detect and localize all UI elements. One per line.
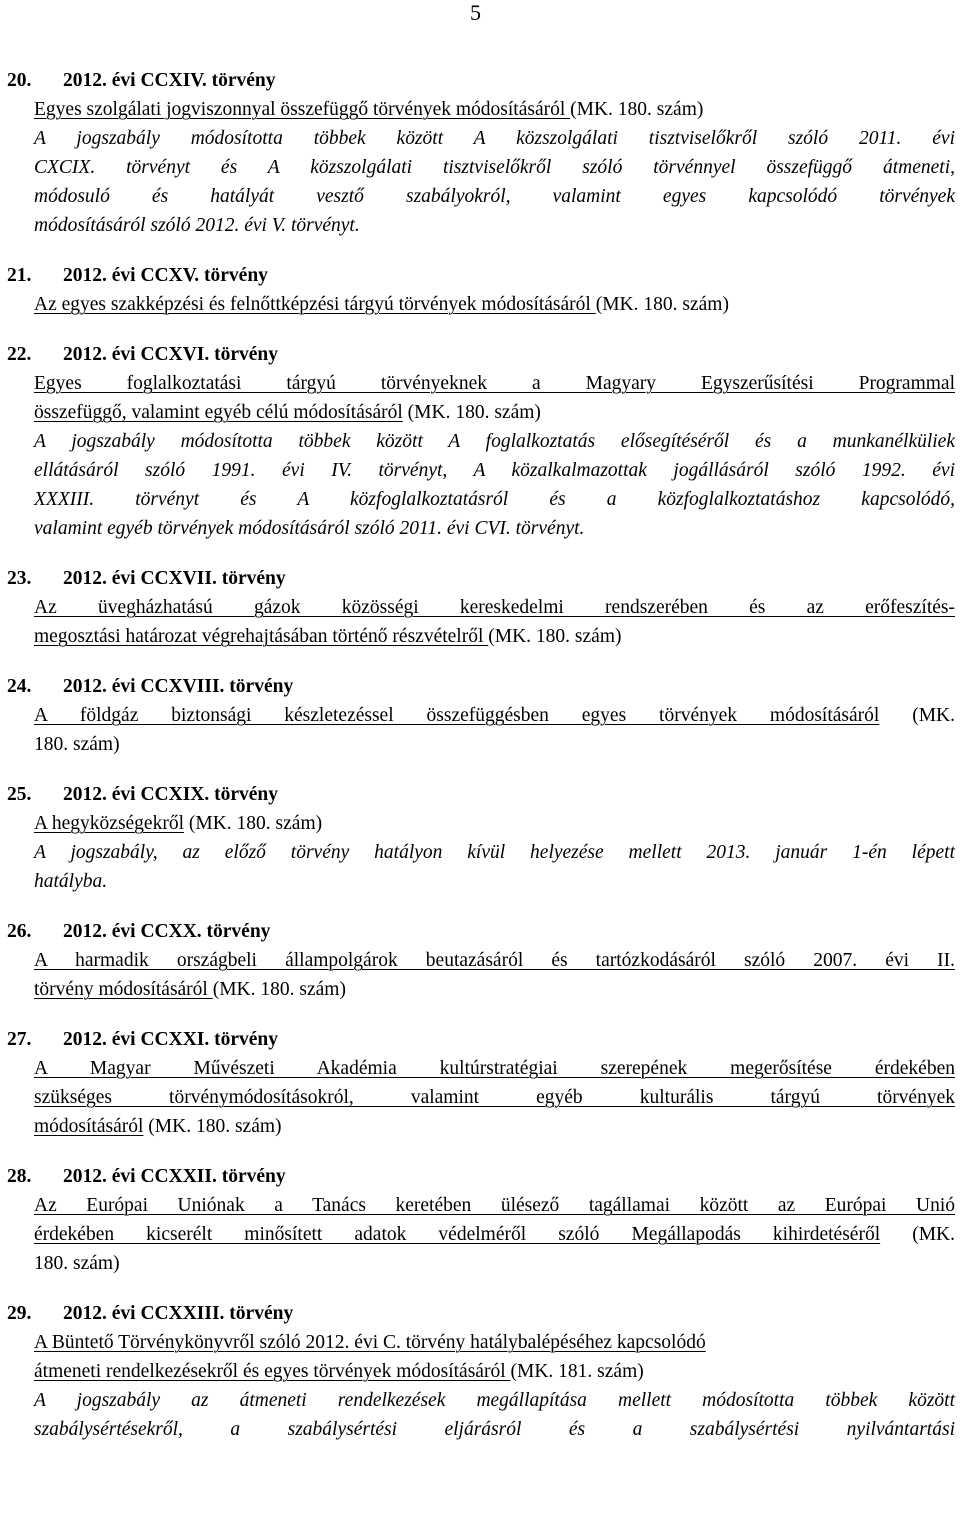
law-number: 25.	[7, 784, 32, 805]
law-description	[7, 809, 955, 896]
law-number: 22.	[7, 344, 32, 365]
text-line	[34, 838, 955, 867]
law-name-text: összefüggő, valamint egyéb célú módosításáról	[34, 402, 403, 423]
text-line	[34, 1357, 955, 1386]
amendment-note-text: módosuló és hatályát vesztő szabályokról, valamint egyes kapcsolódó törvények	[34, 186, 955, 207]
amendment-note-text: XXXIII. törvényt és A közfoglalkoztatásról és a közfoglalkoztatáshoz kapcsolódó,	[34, 489, 955, 510]
law-title: 2012. évi CCXXIII. törvény	[63, 1303, 294, 1324]
law-number: 28.	[7, 1166, 32, 1187]
law-entry	[7, 564, 955, 651]
law-entry	[7, 1299, 955, 1444]
law-heading	[7, 672, 955, 701]
page-number: 5	[470, 0, 481, 25]
law-title: 2012. évi CCXV. törvény	[63, 265, 268, 286]
text-line	[34, 1054, 955, 1083]
law-heading	[7, 780, 955, 809]
law-description	[7, 290, 955, 319]
gazette-reference: 180. szám)	[34, 1253, 120, 1274]
text-line	[34, 211, 955, 240]
law-name-text: A harmadik országbeli állampolgárok beutazásáról és tartózkodásáról szóló 2007. évi II.	[34, 950, 955, 971]
law-title: 2012. évi CCXIV. törvény	[63, 70, 276, 91]
text-line	[34, 1191, 955, 1220]
law-title: 2012. évi CCXXI. törvény	[63, 1029, 279, 1050]
law-entry	[7, 1025, 955, 1141]
law-heading	[7, 1299, 955, 1328]
amendment-note-text: valamint egyéb törvények módosításáról szóló 2011. évi CVI. törvényt.	[34, 518, 585, 539]
law-description	[7, 593, 955, 651]
gazette-reference: (MK.	[880, 1224, 955, 1245]
text-line	[34, 867, 955, 896]
law-name-text: A Büntető Törvénykönyvről szóló 2012. évi C. törvény hatálybalépéséhez kapcsolódó	[34, 1332, 706, 1353]
gazette-reference: (MK. 180. szám)	[488, 626, 622, 647]
law-heading	[7, 66, 955, 95]
gazette-reference: (MK. 180. szám)	[143, 1116, 282, 1137]
law-entry	[7, 1162, 955, 1278]
law-number: 29.	[7, 1303, 32, 1324]
amendment-note-text: ellátásáról szóló 1991. évi IV. törvényt, A közalkalmazottak jogállásáról szóló 1992. évi	[34, 460, 955, 481]
law-description	[7, 369, 955, 543]
law-name-text: Az egyes szakképzési és felnőttképzési tárgyú törvények módosításáról	[34, 294, 596, 315]
amendment-note-text: szabálysértésekről, a szabálysértési eljárásról és a szabálysértési nyilvántartási	[34, 1419, 955, 1440]
law-heading	[7, 564, 955, 593]
law-heading	[7, 1025, 955, 1054]
law-heading	[7, 340, 955, 369]
amendment-note-text: A jogszabály, az előző törvény hatályon kívül helyezése mellett 2013. január 1-én lépett	[34, 842, 955, 863]
law-entry	[7, 917, 955, 1004]
law-heading	[7, 261, 955, 290]
gazette-reference: (MK. 180. szám)	[570, 99, 704, 120]
law-number: 26.	[7, 921, 32, 942]
law-number: 20.	[7, 70, 32, 91]
amendment-note-text: CXCIX. törvényt és A közszolgálati tisztviselőkről szóló törvénnyel összefüggő átmeneti,	[34, 157, 955, 178]
law-number: 21.	[7, 265, 32, 286]
text-line	[34, 1386, 955, 1415]
law-name-text: módosításáról	[34, 1116, 144, 1137]
gazette-reference: (MK.	[879, 705, 956, 726]
law-title: 2012. évi CCXVI. törvény	[63, 344, 279, 365]
law-name-text: Az Európai Uniónak a Tanács keretében ülésező tagállamai között az Európai Unió	[34, 1195, 955, 1216]
gazette-reference: (MK. 180. szám)	[402, 402, 541, 423]
law-description	[7, 95, 955, 240]
law-entry	[7, 340, 955, 543]
law-name-text: szükséges törvénymódosításokról, valamint egyéb kulturális tárgyú törvények	[34, 1087, 955, 1108]
text-line	[34, 730, 955, 759]
text-line	[34, 1328, 955, 1357]
document-body	[7, 66, 955, 1465]
text-line	[34, 369, 955, 398]
law-name-text: A Magyar Művészeti Akadémia kultúrstratégiai szerepének megerősítése érdekében	[34, 1058, 955, 1079]
law-entry	[7, 261, 955, 319]
law-name-text: törvény módosításáról	[34, 979, 213, 1000]
amendment-note-text: A jogszabály módosította többek között A foglalkoztatás elősegítéséről és a munkanélküliek	[34, 431, 955, 452]
law-number: 23.	[7, 568, 32, 589]
law-name-text: érdekében kicserélt minősített adatok védelméről szóló Megállapodás kihirdetéséről	[34, 1224, 881, 1245]
text-line	[34, 946, 955, 975]
law-name-text: Egyes foglalkoztatási tárgyú törvényeknek a Magyary Egyszerűsítési Programmal	[34, 373, 955, 394]
text-line	[34, 398, 955, 427]
text-line	[34, 1083, 955, 1112]
text-line	[34, 456, 955, 485]
law-name-text: Az üvegházhatású gázok közösségi kereskedelmi rendszerében és az erőfeszítés-	[34, 597, 955, 618]
law-name-text: A földgáz biztonsági készletezéssel összefüggésben egyes törvények módosításáról	[34, 705, 880, 726]
law-number: 24.	[7, 676, 32, 697]
text-line	[34, 1112, 955, 1141]
text-line	[34, 514, 955, 543]
text-line	[34, 485, 955, 514]
amendment-note-text: módosításáról szóló 2012. évi V. törvényt.	[34, 215, 360, 236]
law-description	[7, 946, 955, 1004]
law-title: 2012. évi CCXX. törvény	[63, 921, 271, 942]
text-line	[34, 622, 955, 651]
law-entry	[7, 780, 955, 896]
law-number: 27.	[7, 1029, 32, 1050]
law-entry	[7, 66, 955, 240]
text-line	[34, 1220, 955, 1249]
gazette-reference: (MK. 181. szám)	[510, 1361, 644, 1382]
amendment-note-text: A jogszabály módosította többek között A közszolgálati tisztviselőkről szóló 2011. évi	[34, 128, 955, 149]
law-name-text: A hegyközségekről	[34, 813, 185, 834]
law-description	[7, 1054, 955, 1141]
amendment-note-text: hatályba.	[34, 871, 108, 892]
text-line	[34, 427, 955, 456]
text-line	[34, 1415, 955, 1444]
law-description	[7, 1328, 955, 1444]
text-line	[34, 1249, 955, 1278]
law-name-text: átmeneti rendelkezésekről és egyes törvények módosításáról	[34, 1361, 511, 1382]
law-name-text: Egyes szolgálati jogviszonnyal összefüggő törvények módosításáról	[34, 99, 571, 120]
text-line	[34, 701, 955, 730]
text-line	[34, 975, 955, 1004]
text-line	[34, 95, 955, 124]
text-line	[34, 153, 955, 182]
gazette-reference: (MK. 180. szám)	[184, 813, 323, 834]
law-description	[7, 1191, 955, 1278]
law-title: 2012. évi CCXVII. törvény	[63, 568, 286, 589]
law-entry	[7, 672, 955, 759]
gazette-reference: (MK. 180. szám)	[212, 979, 346, 1000]
law-description	[7, 701, 955, 759]
amendment-note-text: A jogszabály az átmeneti rendelkezések megállapítása mellett módosította többek között	[34, 1390, 955, 1411]
law-heading	[7, 917, 955, 946]
law-name-text: megosztási határozat végrehajtásában történő részvételről	[34, 626, 489, 647]
text-line	[34, 182, 955, 211]
text-line	[34, 593, 955, 622]
law-heading	[7, 1162, 955, 1191]
law-title: 2012. évi CCXIX. törvény	[63, 784, 279, 805]
law-title: 2012. évi CCXXII. törvény	[63, 1166, 286, 1187]
text-line	[34, 124, 955, 153]
text-line	[34, 290, 955, 319]
gazette-reference: (MK. 180. szám)	[595, 294, 729, 315]
gazette-reference: 180. szám)	[34, 734, 120, 755]
law-title: 2012. évi CCXVIII. törvény	[63, 676, 294, 697]
text-line	[34, 809, 955, 838]
